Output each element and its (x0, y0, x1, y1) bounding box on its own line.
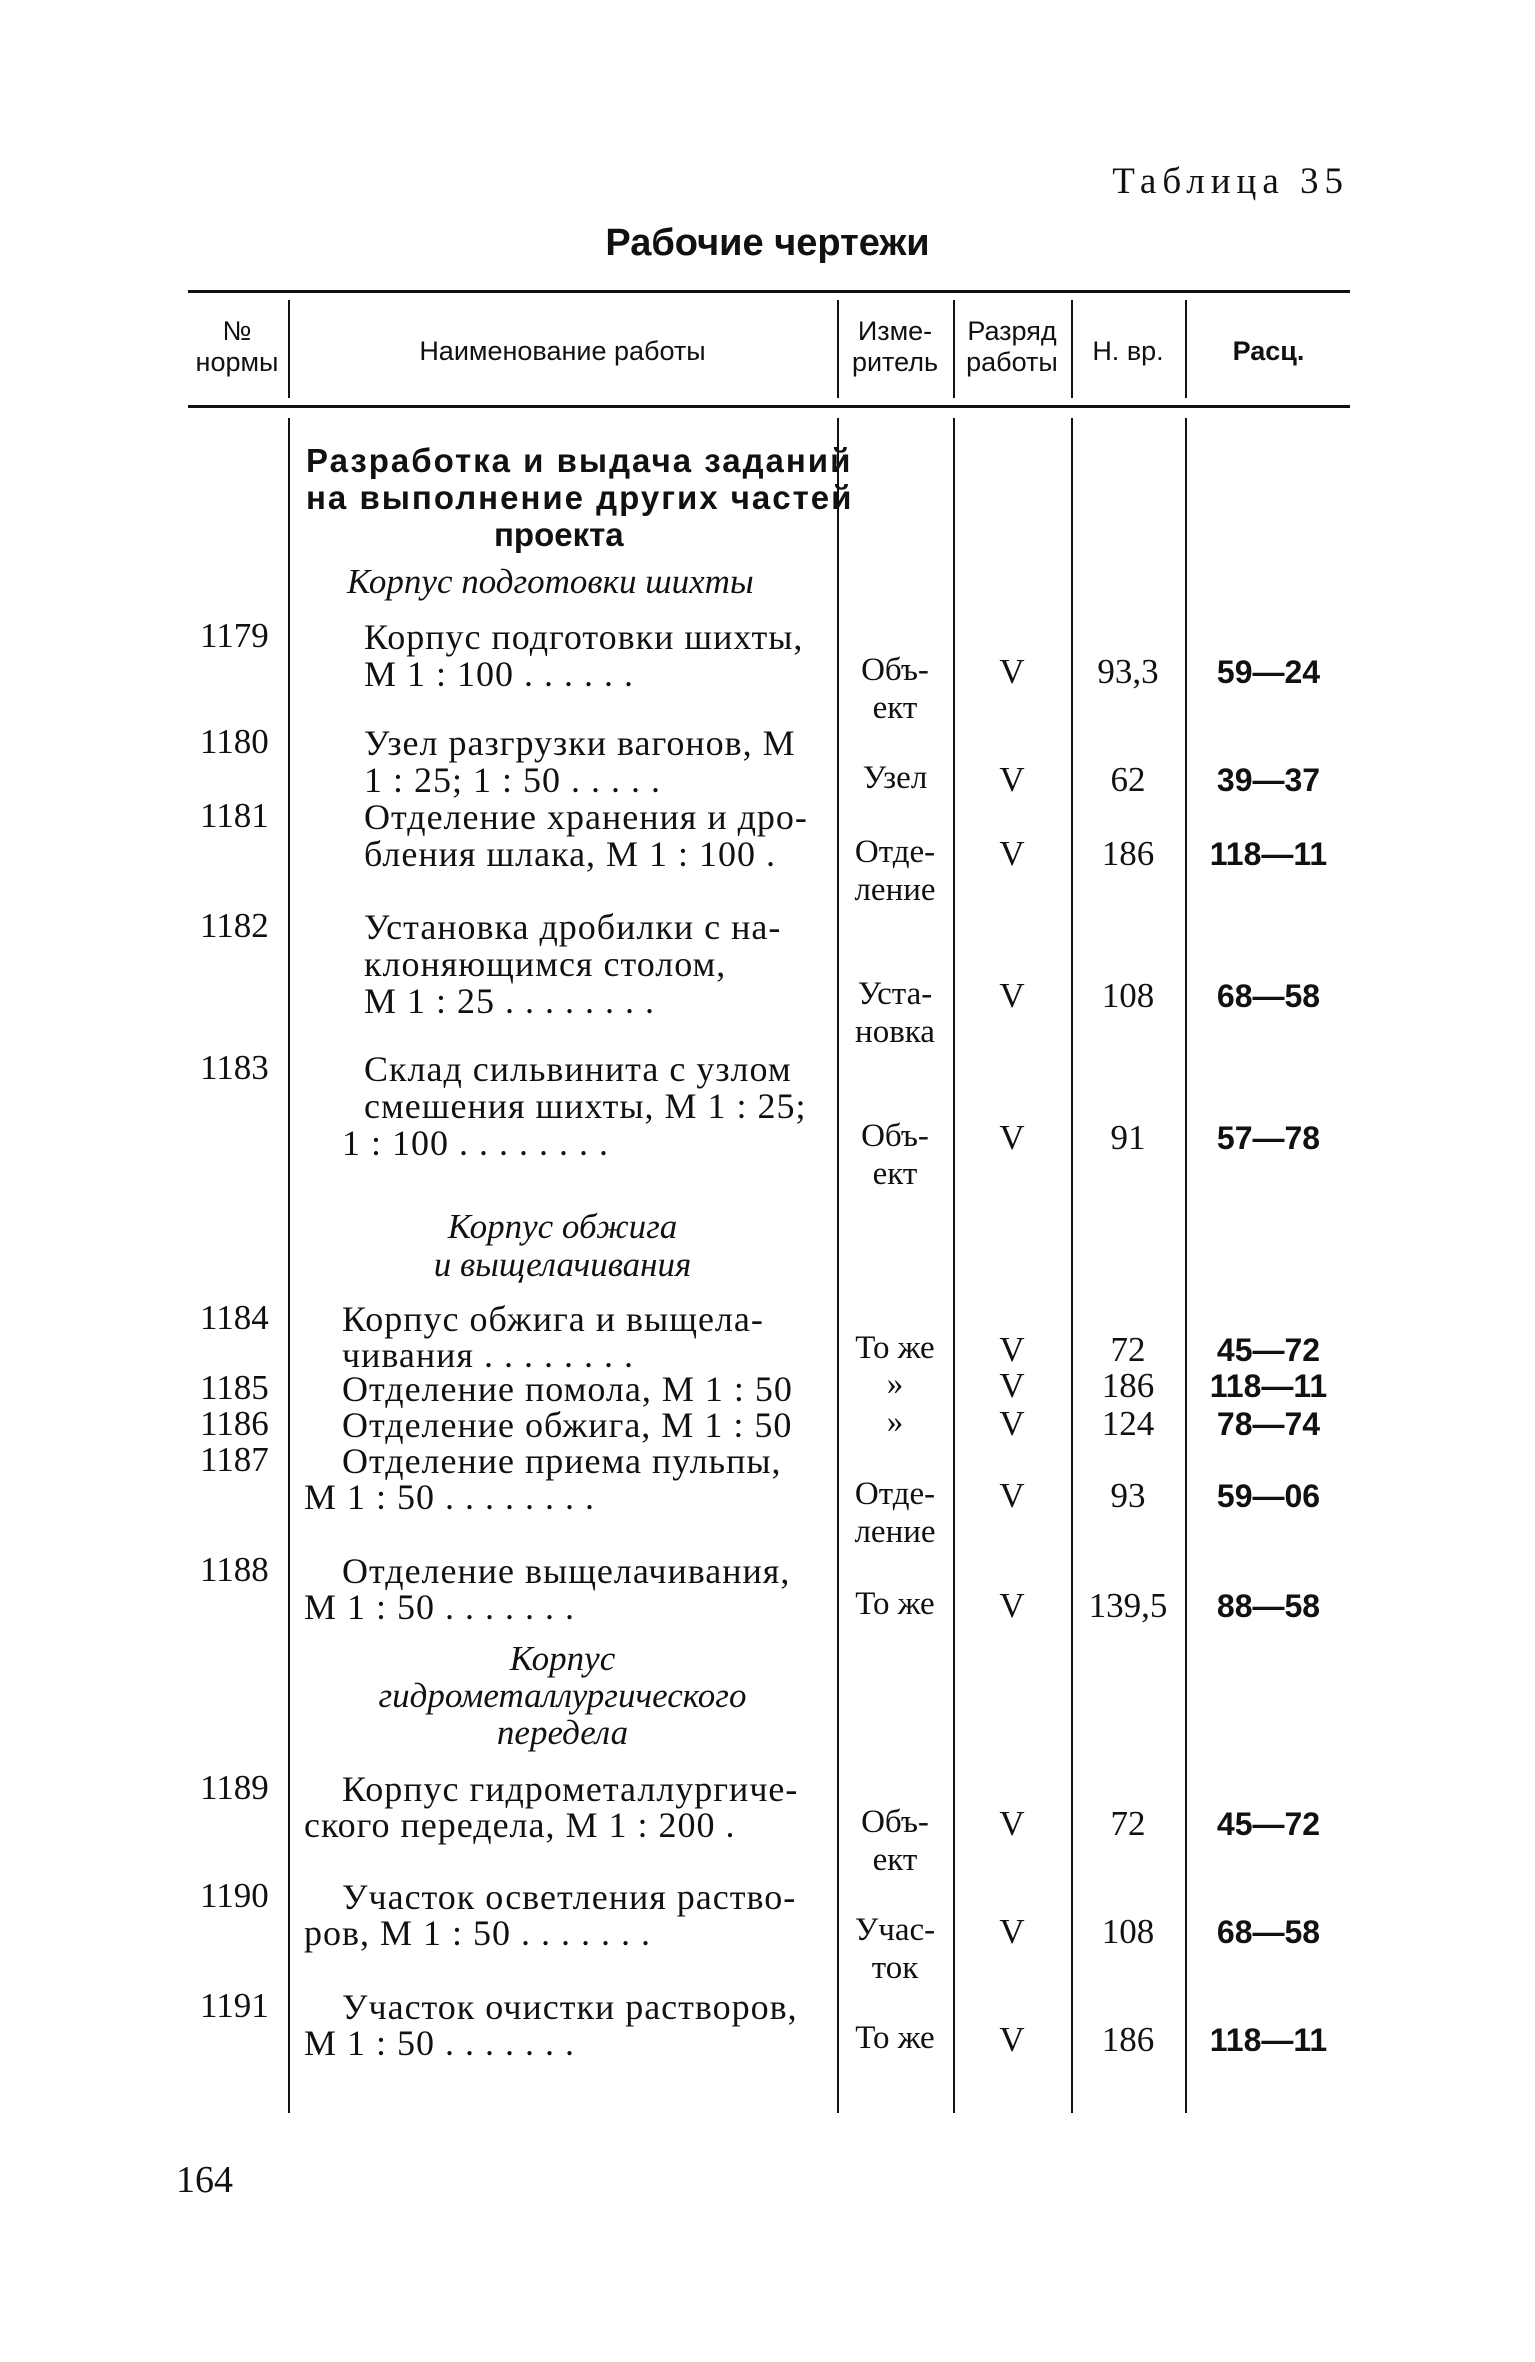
row-work-name-line: Участок очистки растворов, (342, 1987, 798, 2027)
row-work-name-line: бления шлака, М 1 : 100 . (364, 834, 777, 874)
header-unit-line: ритель (851, 347, 939, 377)
row-grade: V (999, 760, 1025, 799)
row-time: 93 (1110, 1476, 1146, 1515)
row-time: 186 (1101, 834, 1155, 873)
row-unit-line: ект (872, 690, 918, 726)
row-unit-line: ект (872, 1156, 918, 1192)
row-grade: V (999, 1912, 1025, 1951)
row-grade: V (999, 1586, 1025, 1625)
row-work-name-line: Отделение выщелачивания, (342, 1551, 791, 1591)
row-work-name-line: Узел разгрузки вагонов, М (364, 723, 796, 763)
row-time: 91 (1110, 1118, 1146, 1157)
header-time: Н. вр. (1092, 336, 1164, 366)
row-unit-line: » (886, 1366, 904, 1402)
row-price: 88—58 (1216, 1588, 1321, 1624)
row-norm-number: 1183 (200, 1048, 269, 1087)
row-price: 118—11 (1209, 1368, 1328, 1404)
row-work-name-line: Отделение хранения и дро- (364, 797, 808, 837)
section-heading-line: проекта (494, 516, 624, 553)
row-unit-line: Отде- (854, 834, 936, 870)
row-work-name-line: Склад сильвинита с узлом (364, 1049, 792, 1089)
row-grade: V (999, 976, 1025, 1015)
top-rule (188, 290, 1350, 293)
row-grade: V (999, 1330, 1025, 1369)
row-norm-number: 1185 (200, 1368, 269, 1407)
row-norm-number: 1182 (200, 906, 269, 945)
header-no-line: нормы (195, 347, 279, 377)
section-heading-line: на выполнение других частей (306, 479, 854, 516)
row-unit-line: ление (854, 1514, 936, 1550)
row-time: 139,5 (1088, 1586, 1168, 1625)
row-work-name-line: М 1 : 50 . . . . . . . . (304, 1477, 596, 1517)
row-work-name-line: Отделение обжига, М 1 : 50 (342, 1405, 793, 1445)
header-rule (188, 405, 1350, 408)
header-price: Расц. (1232, 336, 1305, 366)
row-price: 45—72 (1216, 1332, 1321, 1368)
row-grade: V (999, 1118, 1025, 1157)
row-unit-line: Учас- (854, 1912, 936, 1948)
row-work-name-line: М 1 : 50 . . . . . . . (304, 1587, 576, 1627)
row-time: 108 (1101, 1912, 1155, 1951)
row-price: 59—24 (1216, 654, 1321, 690)
table-label: Таблица 35 (1112, 161, 1349, 202)
row-unit-line: Отде- (854, 1476, 936, 1512)
row-work-name-line: ского передела, М 1 : 200 . (304, 1805, 736, 1845)
row-price: 59—06 (1216, 1478, 1321, 1514)
subsection-heading-line: передела (496, 1713, 629, 1752)
row-price: 78—74 (1216, 1406, 1321, 1442)
row-unit-line: Объ- (861, 1804, 929, 1840)
row-price: 57—78 (1216, 1120, 1321, 1156)
header-work-name: Наименование работы (419, 336, 706, 366)
row-time: 186 (1101, 1366, 1155, 1405)
row-norm-number: 1190 (200, 1876, 269, 1915)
row-work-name-line: 1 : 25; 1 : 50 . . . . . (364, 760, 662, 800)
row-work-name-line: клоняющимся столом, (364, 944, 727, 984)
row-unit-line: То же (855, 1330, 935, 1366)
row-norm-number: 1184 (200, 1298, 269, 1337)
row-time: 93,3 (1097, 652, 1159, 691)
row-grade: V (999, 1804, 1025, 1843)
row-norm-number: 1187 (200, 1440, 269, 1479)
row-work-name-line: Корпус гидрометаллургиче- (342, 1769, 799, 1809)
row-time: 72 (1110, 1804, 1146, 1843)
row-work-name-line: Корпус подготовки шихты, (364, 617, 804, 657)
subsection-heading: Корпус подготовки шихты (347, 562, 754, 601)
row-norm-number: 1188 (200, 1550, 269, 1589)
header-no-line: № (222, 316, 252, 346)
row-unit-line: новка (855, 1014, 935, 1050)
subsection-heading-line: Корпус (509, 1639, 616, 1678)
row-grade: V (999, 2020, 1025, 2059)
row-price: 45—72 (1216, 1806, 1321, 1842)
header-unit (839, 316, 951, 378)
row-grade: V (999, 1366, 1025, 1405)
row-norm-number: 1181 (200, 796, 269, 835)
subsection-heading (290, 1640, 835, 1751)
section-heading (306, 442, 853, 553)
subsection-heading-line: Корпус обжига (447, 1207, 678, 1246)
row-unit-line: Объ- (861, 652, 929, 688)
row-price: 118—11 (1209, 2022, 1328, 2058)
row-unit-line: » (886, 1404, 904, 1440)
row-work-name-line: 1 : 100 . . . . . . . . (342, 1123, 610, 1163)
header-norm-number (188, 316, 286, 378)
row-work-name-line: Корпус обжига и выщела- (342, 1299, 764, 1339)
row-unit-line: ток (871, 1950, 919, 1986)
row-unit-line: Узел (862, 760, 928, 796)
row-unit-line: Уста- (857, 976, 933, 1012)
row-norm-number: 1191 (200, 1986, 269, 2025)
header-grade-line: работы (966, 347, 1058, 377)
row-time: 108 (1101, 976, 1155, 1015)
row-norm-number: 1179 (200, 616, 269, 655)
subsection-heading-line: и выщелачивания (433, 1245, 692, 1284)
row-grade: V (999, 834, 1025, 873)
row-work-name-line: М 1 : 50 . . . . . . . (304, 2023, 576, 2063)
row-grade: V (999, 652, 1025, 691)
row-grade: V (999, 1476, 1025, 1515)
row-work-name-line: Участок осветления раство- (342, 1877, 797, 1917)
subsection-heading-line: гидрометаллургического (378, 1676, 747, 1715)
row-time: 124 (1101, 1404, 1155, 1443)
row-time: 62 (1110, 760, 1146, 799)
row-unit-line: То же (855, 1586, 935, 1622)
row-price: 39—37 (1216, 762, 1321, 798)
row-unit-line: ект (872, 1842, 918, 1878)
row-unit-line: ление (854, 872, 936, 908)
row-work-name-line: М 1 : 100 . . . . . . (364, 654, 635, 694)
row-price: 118—11 (1209, 836, 1328, 872)
row-work-name-line: Отделение приема пульпы, (342, 1441, 782, 1481)
subsection-heading (290, 1208, 835, 1284)
page-number: 164 (176, 2159, 233, 2201)
row-work-name-line: ров, М 1 : 50 . . . . . . . (304, 1913, 652, 1953)
row-price: 68—58 (1216, 1914, 1321, 1950)
section-heading-line: Разработка и выдача заданий (306, 442, 853, 479)
row-norm-number: 1189 (200, 1768, 269, 1807)
row-norm-number: 1186 (200, 1404, 269, 1443)
row-work-name-line: чивания . . . . . . . . (342, 1335, 634, 1375)
header-grade (955, 316, 1069, 378)
row-unit-line: Объ- (861, 1118, 929, 1154)
row-time: 186 (1101, 2020, 1155, 2059)
row-work-name-line: смешения шихты, М 1 : 25; (364, 1086, 807, 1126)
table-title: Рабочие чертежи (605, 222, 930, 264)
row-grade: V (999, 1404, 1025, 1443)
row-work-name-line: Отделение помола, М 1 : 50 (342, 1369, 793, 1409)
row-time: 72 (1110, 1330, 1146, 1369)
row-work-name-line: Установка дробилки с на- (364, 907, 782, 947)
header-unit-line: Изме- (857, 316, 933, 346)
row-norm-number: 1180 (200, 722, 269, 761)
row-unit-line: То же (855, 2020, 935, 2056)
row-work-name-line: М 1 : 25 . . . . . . . . (364, 981, 656, 1021)
row-price: 68—58 (1216, 978, 1321, 1014)
header-grade-line: Разряд (967, 316, 1057, 346)
